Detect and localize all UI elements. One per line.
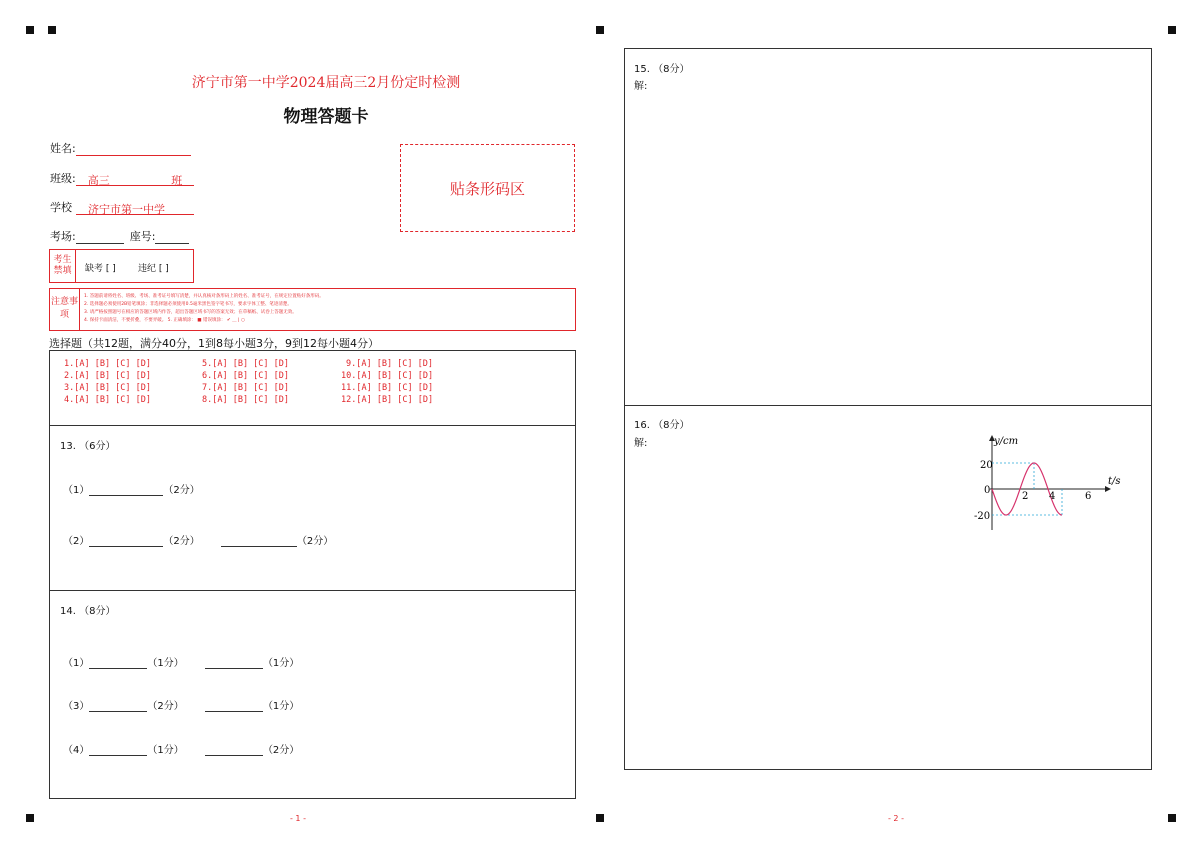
registration-mark — [26, 26, 34, 34]
notes-line: 1. 答题前请将姓名、班级、考场、准考证号填写清楚，并认真核对条形码上的姓名、准考证号，在规定位置贴好条形码。 — [84, 294, 324, 299]
mc-intro: 选择题（共12题，满分40分，1到8每小题3分，9到12每小题4分） — [49, 337, 379, 350]
q14-blank[interactable] — [205, 700, 263, 712]
registration-mark — [596, 814, 604, 822]
mc-item[interactable]: 11.[A] [B] [C] [D] — [341, 383, 434, 393]
registration-mark — [48, 26, 56, 34]
notes-box — [49, 288, 576, 331]
q16-heading: 16. （8分） — [634, 420, 690, 431]
school-value: 济宁市第一中学 — [88, 203, 165, 216]
mc-item[interactable]: 12.[A] [B] [C] [D] — [341, 395, 434, 405]
mc-item[interactable]: 5.[A] [B] [C] [D] — [202, 359, 289, 369]
examinee-only-label: 考生禁填 — [50, 250, 76, 282]
school-title: 济宁市第一中学2024届高三2月份定时检测 — [191, 75, 461, 91]
y-axis-label: y/cm — [994, 436, 1019, 447]
q15-answer-label: 解: — [634, 81, 648, 92]
y-tick-label: -20 — [974, 511, 991, 522]
q14-row3: （4） （1分） （2分） — [63, 745, 300, 756]
q14-blank[interactable] — [205, 657, 263, 669]
class-suffix: 班 — [171, 174, 183, 187]
x-axis-label: t/s — [1108, 476, 1121, 487]
room-seat-field — [50, 228, 189, 244]
school-blank[interactable] — [76, 201, 194, 215]
q16-answer-label: 解: — [634, 438, 648, 449]
class-label: 班级: — [50, 172, 76, 185]
q14-row2: （3） （2分） （1分） — [63, 701, 300, 712]
mc-item[interactable]: 1.[A] [B] [C] [D] — [64, 359, 151, 369]
q15-box[interactable] — [624, 48, 1152, 406]
q14-blank[interactable] — [89, 657, 147, 669]
absent-mark[interactable]: 缺考 [ ] — [85, 264, 116, 274]
x-tick-label: 4 — [1049, 491, 1056, 502]
exam-room-label: 考场: — [50, 230, 76, 243]
barcode-area: 贴条形码区 — [400, 144, 575, 232]
name-blank[interactable] — [76, 142, 191, 156]
violation-mark[interactable]: 违纪 [ ] — [138, 264, 169, 274]
q14-heading: 14. （8分） — [60, 606, 116, 617]
mc-item[interactable]: 8.[A] [B] [C] [D] — [202, 395, 289, 405]
exam-room-blank[interactable] — [76, 230, 124, 244]
notes-label: 注意事项 — [50, 289, 80, 330]
mc-item[interactable]: 2.[A] [B] [C] [D] — [64, 371, 151, 381]
registration-mark — [1168, 26, 1176, 34]
y-tick-label: 0 — [984, 485, 991, 496]
q13-blank-3[interactable] — [221, 535, 297, 547]
q14-blank[interactable] — [89, 744, 147, 756]
name-label: 姓名: — [50, 142, 76, 155]
q14-blank[interactable] — [89, 700, 147, 712]
mc-item[interactable]: 4.[A] [B] [C] [D] — [64, 395, 151, 405]
school-label: 学校 — [50, 201, 72, 214]
registration-mark — [1168, 814, 1176, 822]
examinee-only-box — [49, 249, 194, 283]
notes-line: 3. 请严格按照题号在相应的答题区域内作答，超出答题区域书写的答案无效；在草稿纸、试卷上答题无效。 — [84, 310, 297, 315]
y-tick-label: 20 — [980, 460, 993, 471]
page-number-2: - 2 - — [888, 814, 904, 823]
q15-heading: 15. （8分） — [634, 64, 690, 75]
q13-blank-2[interactable] — [89, 535, 163, 547]
seat-blank[interactable] — [155, 230, 189, 244]
q13-part1: （1） （2分） — [63, 485, 200, 496]
notes-text — [84, 293, 324, 325]
mc-item[interactable]: 9.[A] [B] [C] [D] — [346, 359, 433, 369]
q13-blank-1[interactable] — [89, 484, 163, 496]
mc-item[interactable]: 10.[A] [B] [C] [D] — [341, 371, 434, 381]
q14-blank[interactable] — [205, 744, 263, 756]
notes-line: 4. 保持卡面清洁，不要折叠，不要弄破。 5. 正确填涂： ■ 错误填涂： ✔ ＿ | ○ — [84, 318, 245, 323]
q13-box — [49, 425, 576, 591]
class-grade: 高三 — [87, 174, 110, 187]
x-tick-label: 6 — [1085, 491, 1092, 502]
mc-item[interactable]: 7.[A] [B] [C] [D] — [202, 383, 289, 393]
page-number-1: - 1 - — [290, 814, 306, 823]
q14-box — [49, 590, 576, 799]
registration-mark — [596, 26, 604, 34]
q14-row1: （1） （1分） （1分） — [63, 658, 300, 669]
class-blank[interactable] — [76, 172, 194, 186]
mc-item[interactable]: 3.[A] [B] [C] [D] — [64, 383, 151, 393]
seat-label: 座号: — [129, 230, 156, 243]
notes-line: 2. 选择题必须使用2B铅笔填涂；非选择题必须使用0.5毫米黑色签字笔书写，要求字体工整、笔迹清楚。 — [84, 302, 292, 307]
school-field — [50, 199, 194, 215]
q13-heading: 13. （6分） — [60, 441, 116, 452]
class-field — [50, 170, 194, 186]
wave-graph — [970, 430, 1130, 535]
name-field — [50, 140, 191, 156]
q13-part2: （2） （2分） （2分） — [63, 536, 334, 547]
card-title: 物理答题卡 — [283, 107, 369, 127]
registration-mark — [26, 814, 34, 822]
x-tick-label: 2 — [1022, 491, 1029, 502]
mc-item[interactable]: 6.[A] [B] [C] [D] — [202, 371, 289, 381]
